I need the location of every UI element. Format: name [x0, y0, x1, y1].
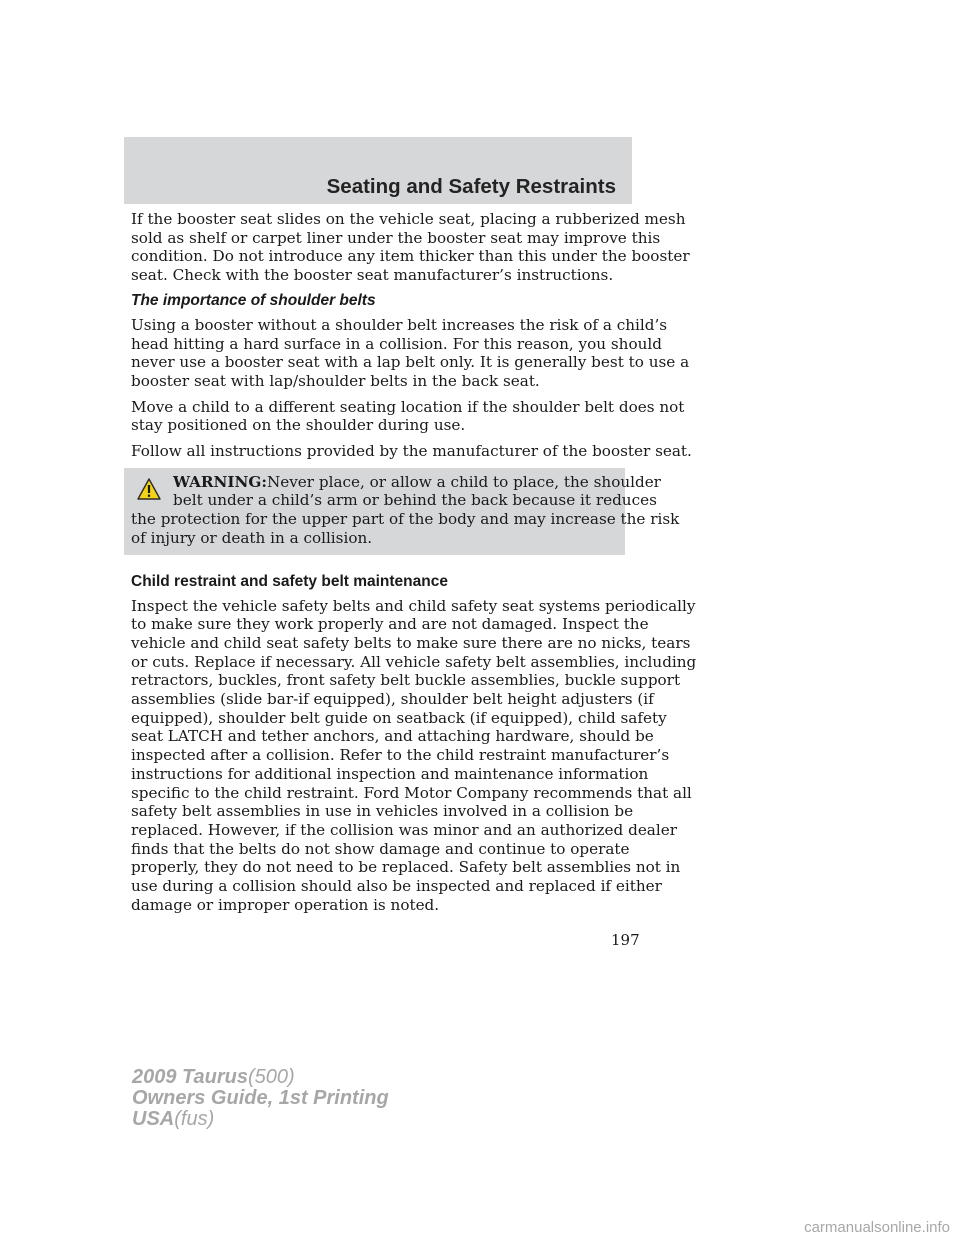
text-line: Inspect the vehicle safety belts and child safety seat systems periodically [131, 596, 696, 615]
section-title: Seating and Safety Restraints [326, 175, 616, 198]
print-footer [132, 1067, 389, 1130]
text-line: condition. Do not introduce any item thicker than this under the booster [131, 247, 690, 266]
subheading-shoulder-belts: The importance of shoulder belts [131, 291, 376, 309]
section-header-bar [124, 137, 632, 204]
footer-line-model [132, 1067, 389, 1088]
paragraph-follow-instructions [131, 442, 692, 461]
footer-market-code: (fus) [174, 1108, 215, 1130]
warning-triangle-icon [137, 478, 161, 500]
text-line: retractors, buckles, front safety belt buckle assemblies, buckle support [131, 671, 681, 690]
site-watermark: carmanualsonline.info [804, 1219, 950, 1236]
footer-market: USA [132, 1108, 175, 1130]
text-line: properly, they do not need to be replaced. Safety belt assemblies not in [131, 858, 681, 877]
text-line: stay positioned on the shoulder during use. [131, 416, 466, 435]
text-line: assemblies (slide bar-if equipped), shoulder belt height adjusters (if [131, 690, 654, 709]
text-line: seat LATCH and tether anchors, and attaching hardware, should be [131, 727, 654, 746]
text-line: vehicle and child seat safety belts to make sure there are no nicks, tears [131, 633, 691, 652]
warning-line: Never place, or allow a child to place, the shoulder [266, 472, 661, 491]
text-line: to make sure they work properly and are not damaged. Inspect the [131, 615, 649, 634]
text-line: finds that the belts do not show damage and continue to operate [131, 839, 630, 858]
text-line: damage or improper operation is noted. [131, 895, 440, 914]
paragraph-shoulder-belt-risk [131, 315, 690, 391]
section-heading-maintenance: Child restraint and safety belt maintenance [131, 572, 448, 590]
page-content [131, 210, 697, 922]
text-line: or cuts. Replace if necessary. All vehicle safety belt assemblies, including [131, 652, 697, 671]
text-line: belt under a child’s arm or behind the back because it reduces [173, 491, 657, 510]
paragraph-move-child [131, 397, 685, 435]
footer-model: 2009 Taurus [132, 1066, 248, 1088]
text-line: specific to the child restraint. Ford Motor Company recommends that all [131, 783, 692, 802]
text-line: replaced. However, if the collision was minor and an authorized dealer [131, 820, 677, 839]
footer-printing: Owners Guide, 1st Printing [132, 1087, 389, 1109]
text-line: seat. Check with the booster seat manufacturer’s instructions. [131, 266, 614, 285]
warning-label: WARNING: [173, 472, 267, 491]
text-line: Using a booster without a shoulder belt increases the risk of a child’s [131, 315, 668, 334]
text-line: inspected after a collision. Refer to the child restraint manufacturer’s [131, 746, 670, 765]
warning-text [131, 472, 680, 548]
text-line: Follow all instructions provided by the manufacturer of the booster seat. [131, 442, 692, 461]
footer-line-market [132, 1109, 389, 1130]
text-line: the protection for the upper part of the body and may increase the risk [131, 510, 680, 529]
text-line [131, 472, 661, 492]
text-line: booster seat with lap/shoulder belts in the back seat. [131, 371, 540, 390]
text-line: head hitting a hard surface in a collision. For this reason, you should [131, 334, 662, 353]
paragraph-booster-slides [131, 210, 690, 285]
page-number: 197 [611, 931, 640, 949]
text-line: instructions for additional inspection and maintenance information [131, 764, 649, 783]
text-line: safety belt assemblies in use in vehicles involved in a collision be [131, 802, 634, 821]
warning-box [124, 468, 680, 555]
text-line: equipped), shoulder belt guide on seatback (if equipped), child safety [131, 708, 667, 727]
text-line: of injury or death in a collision. [131, 528, 373, 547]
text-line: sold as shelf or carpet liner under the booster seat may improve this [131, 228, 661, 247]
text-line: use during a collision should also be inspected and replaced if either [131, 877, 662, 896]
text-line: If the booster seat slides on the vehicle seat, placing a rubberized mesh [131, 210, 686, 228]
paragraph-maintenance [131, 596, 697, 915]
text-line: Move a child to a different seating location if the shoulder belt does not [131, 397, 685, 416]
text-line: never use a booster seat with a lap belt only. It is generally best to use a [131, 353, 690, 372]
footer-model-code: (500) [248, 1066, 295, 1088]
